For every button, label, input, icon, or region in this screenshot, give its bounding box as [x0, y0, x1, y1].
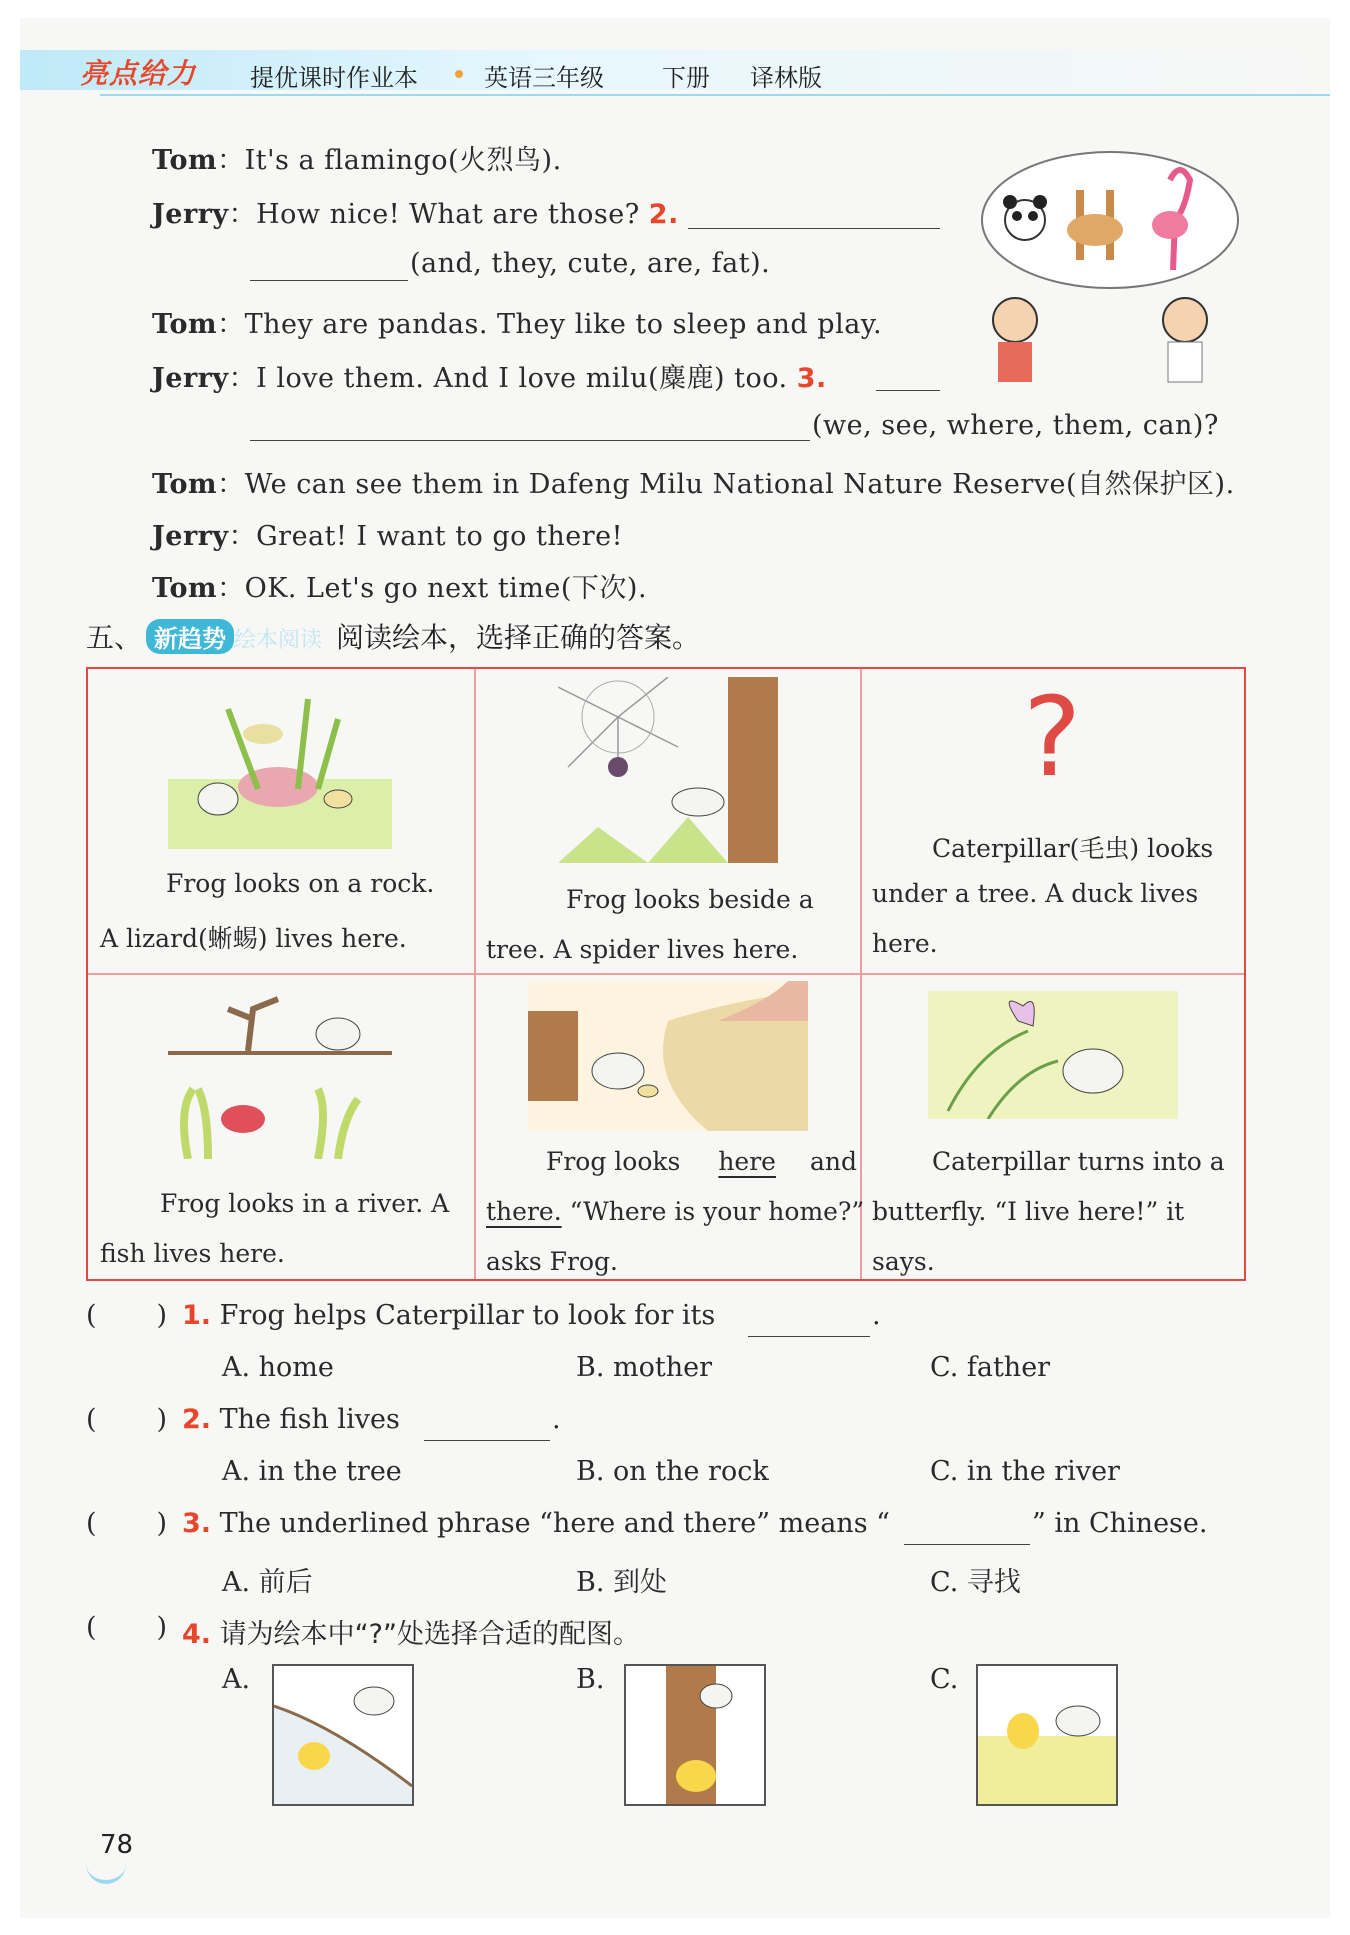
branch-icon — [228, 999, 278, 1051]
option-b-picture[interactable] — [624, 1664, 766, 1806]
caption-text: Frog looks — [546, 1147, 681, 1176]
cell-caption — [486, 1197, 864, 1226]
question-end: ” in Chinese. — [1032, 1508, 1208, 1539]
option-a[interactable]: A. — [222, 1664, 251, 1695]
cell-caption: Caterpillar(毛虫) looks — [932, 834, 1214, 863]
frog-icon — [316, 1018, 360, 1050]
option-a[interactable]: A. home — [222, 1352, 334, 1383]
section-instruction: 阅读绘本，选择正确的答案。 — [336, 621, 701, 654]
question-end: . — [872, 1300, 881, 1331]
cell-caption: here. — [872, 929, 938, 958]
frog-tree-picture — [558, 677, 778, 863]
question-paren[interactable]: ( ) — [86, 1404, 168, 1435]
option-c[interactable]: C. in the river — [930, 1456, 1120, 1487]
question-end: . — [552, 1404, 561, 1435]
option-c-picture[interactable] — [976, 1664, 1118, 1806]
header-subtitle: 提优课时作业本 — [250, 64, 418, 92]
separator: ： — [228, 521, 257, 552]
cell-caption: Caterpillar turns into a — [932, 1147, 1225, 1176]
line-text: Great! I want to go there! — [256, 521, 623, 552]
separator: ： — [228, 363, 257, 394]
cell-caption: fish lives here. — [100, 1239, 285, 1268]
header-grade: 英语三年级 — [484, 64, 604, 92]
lizard-icon — [243, 724, 283, 744]
butterfly-picture — [928, 991, 1178, 1119]
question-3 — [182, 1508, 890, 1539]
dialogue-illustration — [960, 150, 1240, 390]
question-stem: The underlined phrase “here and there” means “ — [219, 1508, 890, 1539]
caterpillar-icon — [324, 790, 352, 808]
option-b[interactable]: B. mother — [576, 1352, 712, 1383]
option-a[interactable]: A. 前后 — [222, 1567, 313, 1598]
frog-river-picture — [168, 989, 392, 1159]
section-label: 五、 — [86, 621, 143, 654]
page-number: 78 — [100, 1830, 134, 1860]
speaker: Tom — [152, 469, 218, 500]
dialogue-line — [152, 138, 562, 177]
speaker: Jerry — [152, 363, 229, 394]
cell-caption: butterfly. “I live here!” it — [872, 1197, 1185, 1226]
option-b[interactable]: B. on the rock — [576, 1456, 769, 1487]
speaker: Tom — [152, 309, 218, 340]
boy-tom-icon — [993, 298, 1037, 342]
dialogue-line — [152, 356, 827, 395]
speaker: Tom — [152, 145, 218, 176]
cell-caption: tree. A spider lives here. — [486, 935, 799, 964]
line-text: I love them. And I love milu(麋鹿) too. — [256, 363, 788, 394]
separator: ： — [217, 145, 245, 176]
question-paren[interactable]: ( ) — [86, 1508, 168, 1539]
separator: ： — [217, 469, 245, 500]
caption-text: “Where is your home?” — [569, 1197, 865, 1226]
question-number: 2. — [182, 1404, 212, 1435]
header-rule — [100, 94, 1330, 96]
page-header — [0, 0, 1350, 100]
answer-blank[interactable] — [688, 228, 940, 229]
cell-caption: under a tree. A duck lives — [872, 879, 1199, 908]
option-a[interactable]: A. in the tree — [222, 1456, 402, 1487]
question-paren[interactable]: ( ) — [86, 1300, 168, 1331]
question-number: 3. — [182, 1508, 212, 1539]
tree-icon — [728, 677, 778, 863]
line-text: OK. Let's go next time(下次). — [244, 573, 648, 604]
line-text: We can see them in Dafeng Milu National Nature Reserve(自然保护区). — [244, 469, 1235, 500]
answer-blank[interactable] — [250, 280, 408, 281]
tree-icon — [528, 1011, 578, 1101]
answer-blank[interactable] — [748, 1336, 870, 1337]
header-term: 下册 — [662, 64, 710, 92]
question-2 — [182, 1404, 400, 1435]
question-paren[interactable]: ( ) — [86, 1612, 168, 1643]
caption-text: and — [809, 1147, 857, 1176]
frog-icon — [672, 788, 724, 816]
header-edition: 译林版 — [750, 64, 822, 92]
spider-icon — [608, 757, 628, 777]
line-text: It's a flamingo(火烈鸟). — [244, 145, 562, 176]
option-c[interactable]: C. 寻找 — [930, 1567, 1021, 1598]
duck-icon — [676, 1760, 716, 1792]
option-b[interactable]: B. 到处 — [576, 1567, 668, 1598]
underlined-phrase: there. — [486, 1197, 562, 1226]
question-number: 2. — [648, 199, 679, 230]
option-c[interactable]: C. — [930, 1664, 959, 1695]
answer-blank[interactable] — [250, 440, 810, 441]
question-number: 3. — [796, 363, 827, 394]
dialogue-line — [152, 514, 623, 553]
underlined-phrase: here — [718, 1147, 776, 1176]
dialogue-line — [152, 566, 647, 605]
answer-blank[interactable] — [424, 1440, 550, 1441]
line-text: How nice! What are those? — [256, 199, 640, 230]
cell-caption: Frog looks in a river. A — [160, 1189, 450, 1218]
duck-icon — [1007, 1713, 1039, 1749]
answer-blank[interactable] — [876, 390, 940, 391]
frog-path-picture — [528, 981, 808, 1131]
frog-icon — [1063, 1049, 1123, 1093]
cell-caption — [566, 885, 856, 914]
header-dot — [455, 70, 463, 78]
dialogue-line — [152, 192, 679, 231]
word-hint: (and, they, cute, are, fat). — [410, 248, 771, 279]
question-mark: ? — [1023, 673, 1082, 801]
caption-text: Frog looks beside a — [566, 885, 814, 914]
question-stem: Frog helps Caterpillar to look for its — [219, 1300, 716, 1331]
option-a-picture[interactable] — [272, 1664, 414, 1806]
question-number: 1. — [182, 1300, 212, 1331]
line-text: They are pandas. They like to sleep and play. — [244, 309, 883, 340]
separator: ： — [217, 573, 245, 604]
dialogue-line — [152, 462, 1235, 501]
separator: ： — [228, 199, 257, 230]
duck-icon — [298, 1742, 330, 1770]
cell-caption: says. — [872, 1247, 935, 1276]
cell-caption: Frog looks on a rock. — [166, 869, 435, 898]
cell-caption — [546, 1147, 856, 1176]
speaker: Tom — [152, 573, 218, 604]
separator: ： — [217, 309, 245, 340]
answer-blank[interactable] — [904, 1544, 1030, 1545]
frog-rock-picture — [168, 689, 392, 849]
picture-book-grid — [86, 667, 1246, 1281]
frog-icon — [592, 1053, 644, 1089]
question-stem: 请为绘本中“?”处选择合适的配图。 — [219, 1619, 640, 1650]
boy-jerry-icon — [1163, 298, 1207, 342]
frog-icon — [354, 1687, 394, 1715]
speaker: Jerry — [152, 199, 229, 230]
picture-book-tag: 绘本阅读 — [234, 628, 323, 653]
dialogue-line — [152, 302, 882, 341]
frog-icon — [1056, 1706, 1100, 1736]
word-hint: (we, see, where, them, can)? — [812, 410, 1219, 441]
option-c[interactable]: C. father — [930, 1352, 1051, 1383]
frog-icon — [700, 1684, 732, 1708]
fish-icon — [221, 1105, 265, 1133]
question-number: 4. — [182, 1619, 212, 1650]
trend-tag: 新趋势 — [146, 619, 234, 654]
section-heading — [86, 616, 700, 656]
cell-caption: asks Frog. — [486, 1247, 618, 1276]
option-b[interactable]: B. — [576, 1664, 605, 1695]
frog-icon — [198, 783, 238, 815]
question-1 — [182, 1300, 715, 1331]
question-stem: The fish lives — [219, 1404, 400, 1435]
cell-caption: A lizard(蜥蜴) lives here. — [100, 924, 407, 953]
caterpillar-icon — [638, 1085, 658, 1097]
question-4 — [182, 1612, 640, 1651]
speaker: Jerry — [152, 521, 229, 552]
brand-logo: 亮点给力 — [80, 57, 197, 90]
